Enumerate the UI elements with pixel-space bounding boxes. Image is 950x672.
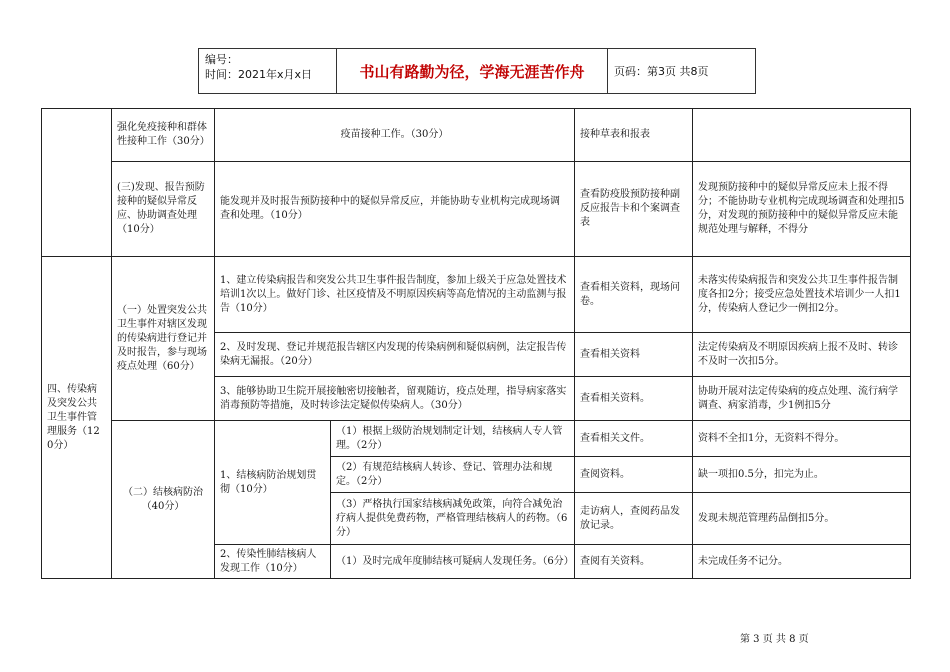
method-cell: 查看相关资料 bbox=[575, 333, 693, 377]
method-cell: 走访病人，查阅药品发放记录。 bbox=[575, 493, 693, 545]
header-page-number: 页码：第3页 共8页 bbox=[614, 65, 709, 78]
table-row bbox=[42, 162, 911, 257]
number-label: 编号： bbox=[205, 53, 238, 66]
method-cell: 查看相关资料。 bbox=[575, 377, 693, 421]
method-cell: 查阅资料。 bbox=[575, 457, 693, 493]
item-cell: (三)发现、报告预防接种的疑似异常反应、协助调查处理（10分） bbox=[112, 162, 215, 257]
table-row bbox=[42, 109, 911, 162]
method-cell: 接种草表和报表 bbox=[575, 109, 693, 162]
method-cell: 查看相关资料，现场问卷。 bbox=[575, 257, 693, 333]
detail-cell: （3）严格执行国家结核病减免政策，向符合减免治疗病人提供免费药物，严格管理结核病人的药物。（6分） bbox=[331, 493, 575, 545]
score-cell bbox=[693, 109, 911, 162]
content-cell: 2、及时发现、登记并规范报告辖区内发现的传染病例和疑似病例，法定报告传染病无漏报。（20分） bbox=[215, 333, 575, 377]
item-cell: 强化免疫接种和群体性接种工作（30分） bbox=[112, 109, 215, 162]
method-cell: 查阅有关资料。 bbox=[575, 545, 693, 579]
content-cell: 3、能够协助卫生院开展接触密切接触者，留观随访，疫点处理，指导病家落实消毒预防等措施，及时转诊法定疑似传染病人。（30分） bbox=[215, 377, 575, 421]
method-cell: 查看相关文件。 bbox=[575, 421, 693, 457]
category-cell-empty bbox=[42, 109, 112, 257]
date-label: 时间：2021年x月x日 bbox=[205, 68, 313, 81]
category-cell: 四、传染病及突发公共卫生事件管理服务（120分） bbox=[42, 257, 112, 579]
header-motto: 书山有路勤为径，学海无涯苦作舟 bbox=[337, 49, 608, 93]
content-cell: 能发现并及时报告预防接种中的疑似异常反应，并能协助专业机构完成现场调查和处理。（10分） bbox=[215, 162, 575, 257]
subitem-cell: （一）处置突发公共卫生事件对辖区发现的传染病进行登记并及时报告，参与现场疫点处理（60分） bbox=[112, 257, 215, 421]
score-cell: 未完成任务不记分。 bbox=[693, 545, 911, 579]
content-cell: 1、建立传染病报告和突发公共卫生事件报告制度，参加上级关于应急处置技术培训1次以上。做好门诊、社区疫情及不明原因疾病等高危情况的主动监测与报告（10分） bbox=[215, 257, 575, 333]
table-row bbox=[42, 421, 911, 457]
detail-cell: （2）有规范结核病人转诊、登记、管理办法和规定。（2分） bbox=[331, 457, 575, 493]
score-cell: 法定传染病及不明原因疾病上报不及时、转诊不及时一次扣5分。 bbox=[693, 333, 911, 377]
page-header bbox=[198, 48, 756, 94]
detail-cell: （1）根据上级防治规划制定计划，结核病人专人管理。（2分） bbox=[331, 421, 575, 457]
assessment-table bbox=[41, 108, 911, 579]
detail-cell: （1）及时完成年度肺结核可疑病人发现任务。（6分） bbox=[331, 545, 575, 579]
tb-task-cell: 1、结核病防治规划贯彻（10分） bbox=[215, 421, 331, 545]
method-cell: 查看防疫股预防接种副反应报告卡和个案调查表 bbox=[575, 162, 693, 257]
subitem-cell: （二）结核病防治（40分） bbox=[112, 421, 215, 579]
header-meta bbox=[199, 49, 337, 93]
content-cell: 疫苗接种工作。（30分） bbox=[215, 109, 575, 162]
tb-task-cell: 2、传染性肺结核病人发现工作（10分） bbox=[215, 545, 331, 579]
score-cell: 发现预防接种中的疑似异常反应未上报不得分；不能协助专业机构完成现场调查和处理扣5分，对发现的预防接种中的疑似异常反应未能规范处理与解释，不得分 bbox=[693, 162, 911, 257]
score-cell: 缺一项扣0.5分，扣完为止。 bbox=[693, 457, 911, 493]
score-cell: 协助开展对法定传染病的疫点处理、流行病学调查、病家消毒，少1例扣5分 bbox=[693, 377, 911, 421]
table-row bbox=[42, 257, 911, 333]
score-cell: 未落实传染病报告和突发公共卫生事件报告制度各扣2分；接受应急处置技术培训少一人扣1分，传染病人登记少一例扣2分。 bbox=[693, 257, 911, 333]
page-footer: 第 3 页 共 8 页 bbox=[740, 634, 809, 645]
score-cell: 发现未规范管理药品倒扣5分。 bbox=[693, 493, 911, 545]
score-cell: 资料不全扣1分，无资料不得分。 bbox=[693, 421, 911, 457]
